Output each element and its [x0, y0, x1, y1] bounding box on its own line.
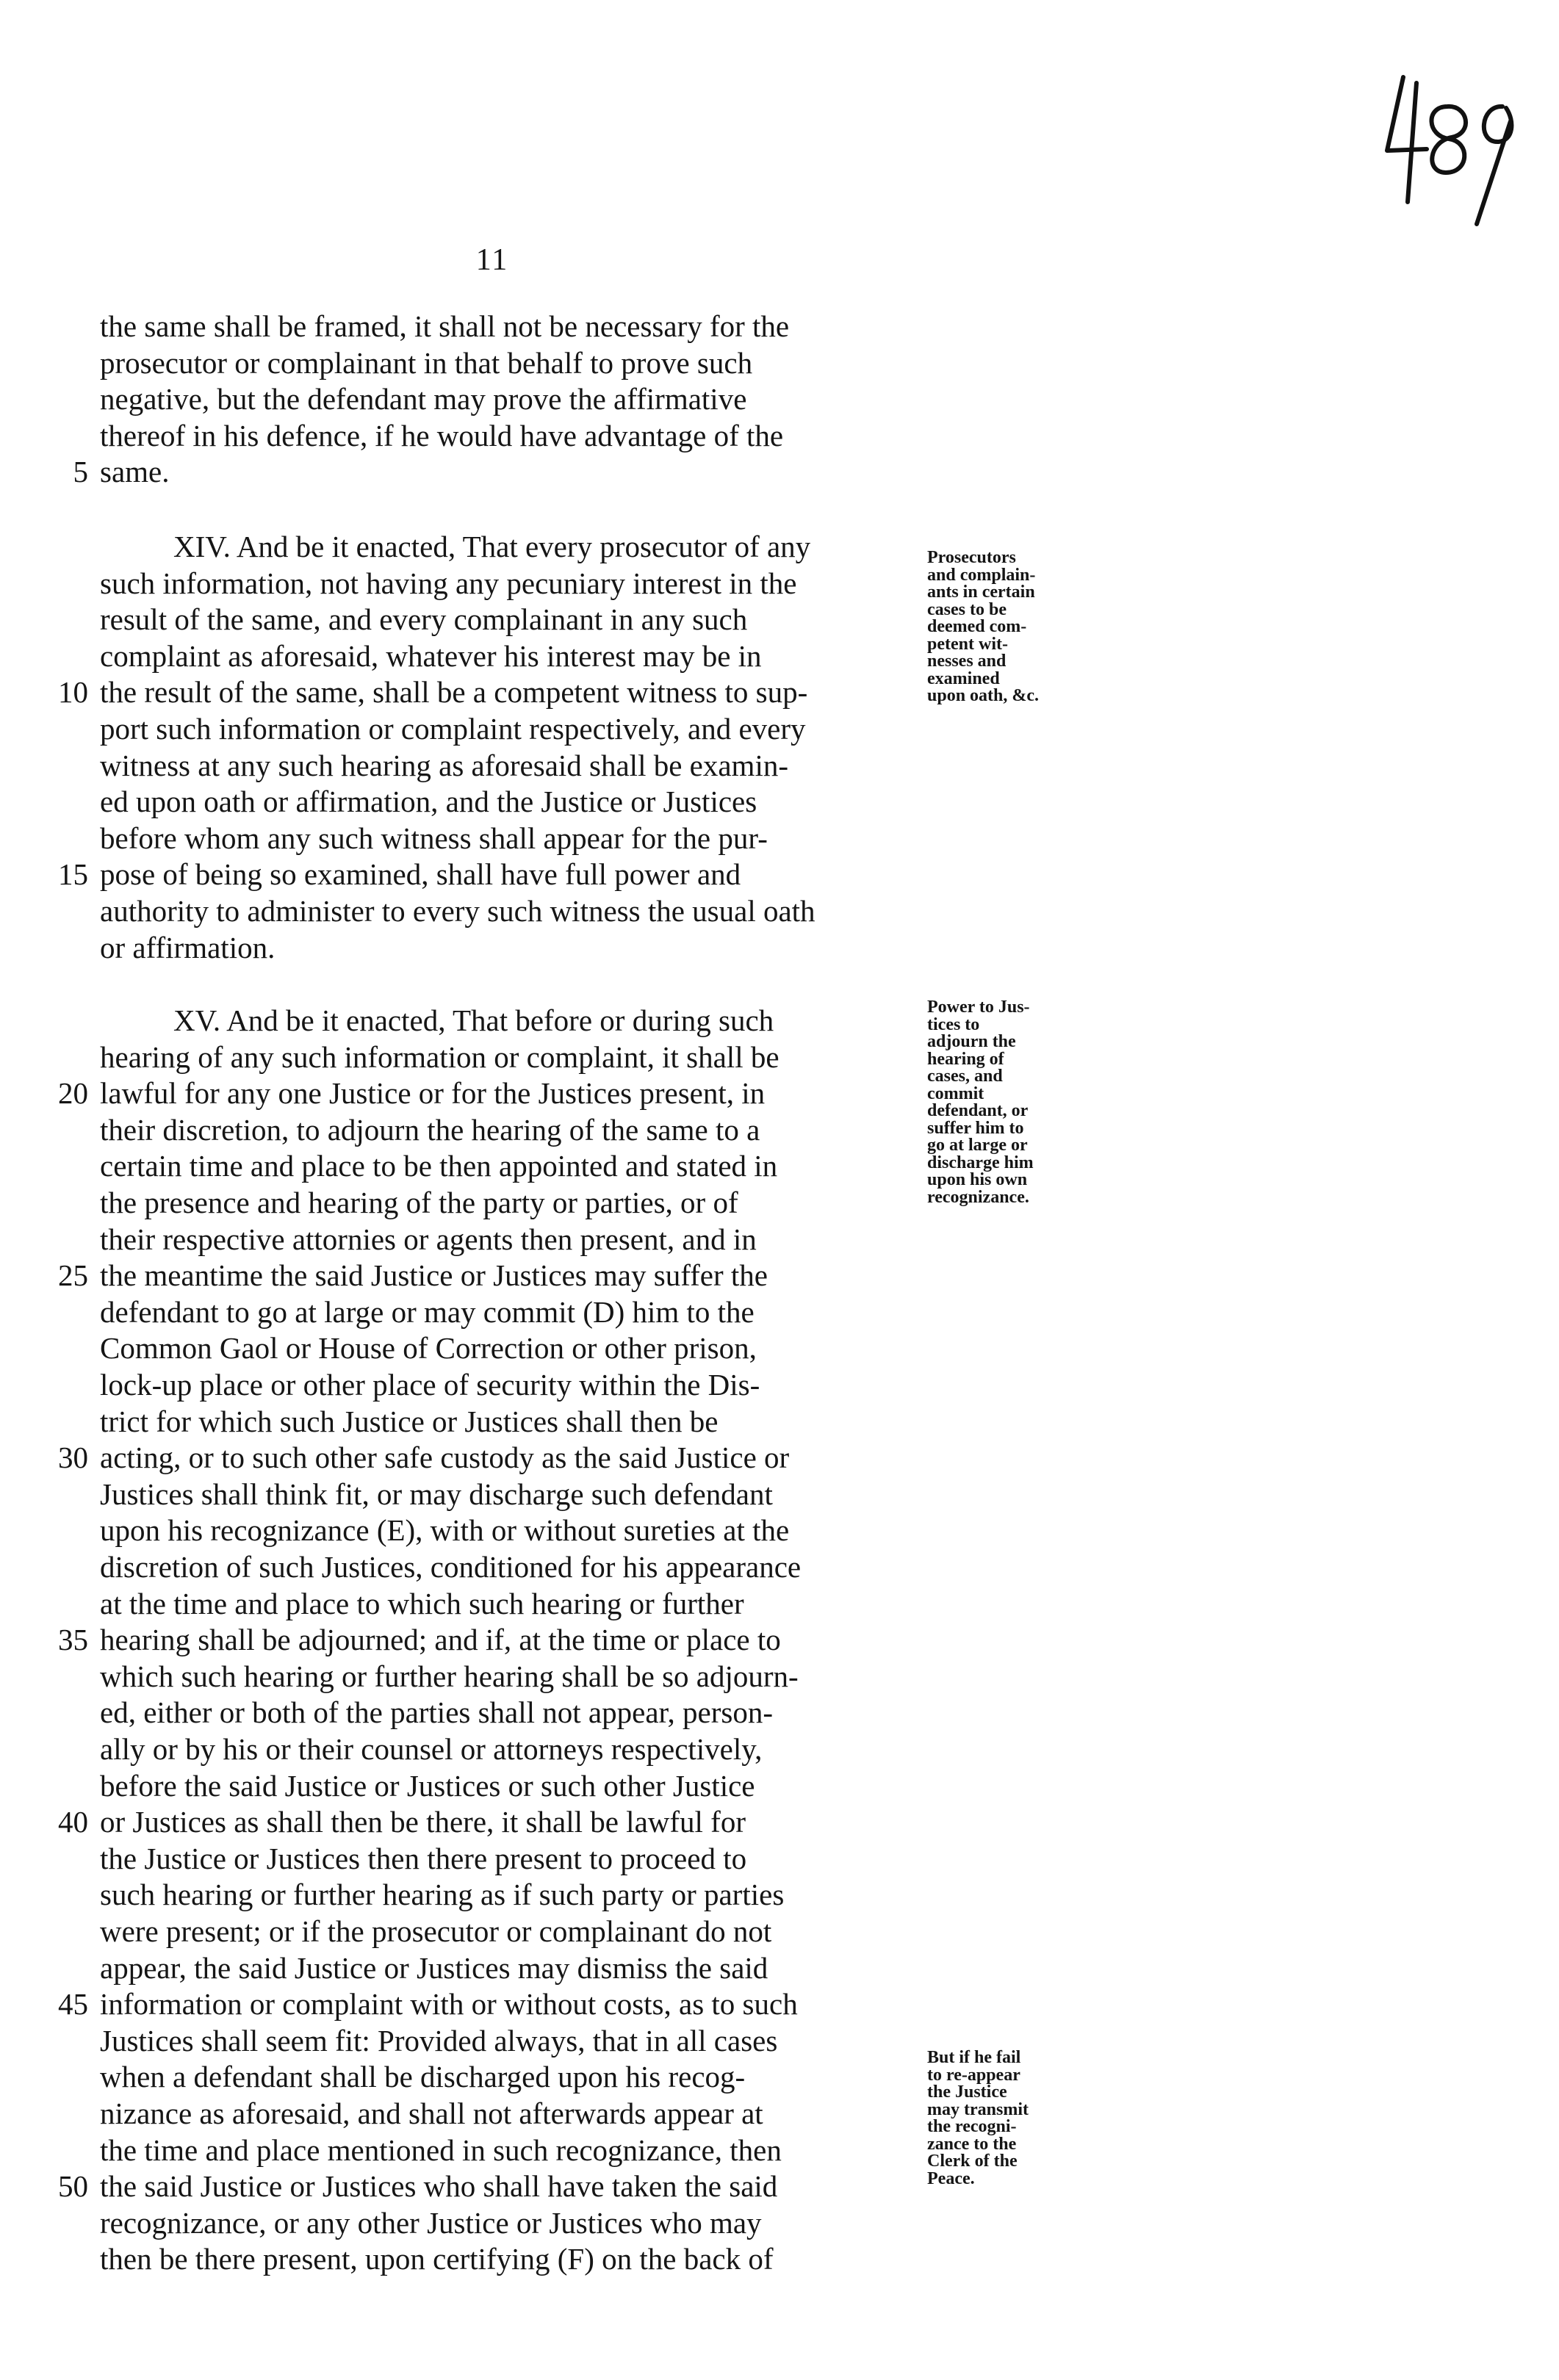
margin-note-power-to-justices [927, 999, 1081, 1206]
line-text: were present; or if the prosecutor or complainant do not [100, 1914, 772, 1948]
text-line [100, 1549, 926, 1586]
line-text: their discretion, to adjourn the hearing of the same to a [100, 1112, 760, 1147]
line-text: before the said Justice or Justices or such other Justice [100, 1768, 755, 1803]
handwritten-folio-number [1381, 62, 1528, 231]
text-line [100, 1659, 926, 1695]
text-line [100, 1367, 926, 1404]
margin-note-fail-to-reappear [927, 2049, 1081, 2188]
line-text: their respective attornies or agents then present, and in [100, 1222, 757, 1256]
margin-note-line: zance to the [927, 2134, 1017, 2154]
margin-note-line: to re-appear [927, 2065, 1020, 2085]
text-line [100, 1185, 926, 1222]
text-line [58, 1622, 926, 1659]
margin-note-line: Clerk of the [927, 2152, 1018, 2171]
line-text: same. [100, 455, 170, 489]
margin-note-line: the Justice [927, 2082, 1007, 2102]
line-text: or affirmation. [100, 930, 276, 964]
text-line [100, 1476, 926, 1513]
margin-note-line: cases, and [927, 1067, 1003, 1086]
margin-note-line: adjourn the [927, 1032, 1016, 1051]
text-line [100, 893, 926, 930]
line-number: 30 [58, 1440, 88, 1475]
text-line [100, 1914, 926, 1950]
line-number: 20 [58, 1076, 88, 1111]
text-line [100, 1330, 926, 1367]
line-text: at the time and place to which such hearing or further [100, 1586, 744, 1620]
text-line [100, 1294, 926, 1331]
line-text: XV. And be it enacted, That before or during such [173, 1003, 774, 1038]
margin-note-line: go at large or [927, 1136, 1028, 1155]
line-number: 25 [58, 1258, 88, 1293]
text-line [100, 2096, 926, 2132]
text-line [100, 566, 926, 602]
line-text: such information, not having any pecuniary interest in the [100, 566, 797, 600]
margin-note-line: commit [927, 1083, 984, 1103]
line-text: the Justice or Justices then there present to proceed to [100, 1841, 747, 1875]
text-line [100, 529, 926, 566]
line-text: ed upon oath or affirmation, and the Justice or Justices [100, 785, 757, 819]
line-text: the meantime the said Justice or Justices may suffer the [100, 1258, 768, 1293]
text-line [100, 1768, 926, 1805]
line-text: discretion of such Justices, conditioned for his appearance [100, 1550, 802, 1584]
body-text [58, 309, 926, 2278]
text-line [100, 1695, 926, 1731]
text-line [100, 784, 926, 821]
line-text: XIV. And be it enacted, That every prosecutor of any [173, 529, 811, 563]
line-number: 40 [58, 1805, 88, 1839]
text-line [100, 711, 926, 748]
text-line [100, 2205, 926, 2242]
text-line [58, 674, 926, 711]
line-text: complaint as aforesaid, whatever his interest may be in [100, 638, 762, 673]
section-xv [58, 1003, 926, 2278]
text-line [58, 1075, 926, 1112]
text-line [100, 821, 926, 857]
text-line [100, 345, 926, 382]
line-text: trict for which such Justice or Justices shall then be [100, 1404, 719, 1438]
text-line [100, 2059, 926, 2096]
line-text: Justices shall think fit, or may discharge such defendant [100, 1476, 773, 1511]
text-line [100, 1148, 926, 1185]
line-text: the time and place mentioned in such recognizance, then [100, 2132, 782, 2167]
text-line [100, 930, 926, 967]
section-xiv [58, 529, 926, 966]
line-text: hearing shall be adjourned; and if, at the time or place to [100, 1623, 781, 1657]
line-text: witness at any such hearing as aforesaid shall be examin- [100, 748, 788, 782]
line-text: information or complaint with or without costs, as to such [100, 1987, 798, 2022]
line-text: lock-up place or other place of security within the Dis- [100, 1368, 760, 1402]
margin-note-line: deemed com- [927, 617, 1027, 636]
line-text: which such hearing or further hearing shall be so adjourn- [100, 1659, 799, 1693]
margin-note-line: Prosecutors [927, 548, 1016, 567]
text-line [100, 1586, 926, 1623]
text-line [100, 1003, 926, 1039]
margin-note-line: examined [927, 668, 1000, 688]
text-line [58, 1804, 926, 1841]
line-text: pose of being so examined, shall have full power and [100, 857, 741, 892]
margin-note-line: Peace. [927, 2168, 975, 2188]
margin-note-line: Power to Jus- [927, 998, 1030, 1017]
text-line [73, 454, 926, 491]
line-text: acting, or to such other safe custody as the said Justice or [100, 1440, 790, 1475]
line-text: then be there present, upon certifying (F) on the back of [100, 2242, 774, 2276]
line-text: such hearing or further hearing as if such party or parties [100, 1878, 785, 1912]
margin-note-line: nesses and [927, 652, 1007, 671]
text-line [100, 309, 926, 345]
text-line [100, 748, 926, 785]
text-line [100, 2241, 926, 2278]
line-text: appear, the said Justice or Justices may dismiss the said [100, 1950, 768, 1985]
line-text: the said Justice or Justices who shall have taken the said [100, 2169, 778, 2204]
line-number: 35 [58, 1623, 88, 1657]
text-line [100, 1950, 926, 1987]
text-line [100, 1731, 926, 1768]
line-text: ed, either or both of the parties shall not appear, person- [100, 1695, 773, 1730]
line-text: thereof in his defence, if he would have advantage of the [100, 418, 784, 452]
page-number: 11 [475, 243, 509, 277]
line-number: 5 [73, 455, 88, 489]
text-line [100, 1404, 926, 1440]
margin-note-line: discharge him [927, 1153, 1034, 1172]
line-text: defendant to go at large or may commit (D) him to the [100, 1294, 755, 1329]
text-line [100, 638, 926, 675]
text-line [100, 2023, 926, 2060]
margin-note-line: recognizance. [927, 1187, 1029, 1207]
margin-note-line: ants in certain [927, 583, 1035, 602]
line-text: negative, but the defendant may prove the affirmative [100, 382, 747, 416]
margin-note-prosecutors [927, 549, 1081, 705]
text-line [58, 1986, 926, 2023]
line-text: Justices shall seem fit: Provided always, that in all cases [100, 2023, 778, 2058]
line-number: 15 [58, 857, 88, 892]
line-text: lawful for any one Justice or for the Justices present, in [100, 1076, 766, 1111]
margin-note-line: petent wit- [927, 634, 1008, 654]
line-number: 10 [58, 675, 88, 710]
line-text: prosecutor or complainant in that behalf to prove such [100, 345, 753, 380]
handwritten-folio-mark [1381, 62, 1528, 231]
line-text: result of the same, and every complainant in any such [100, 602, 748, 637]
text-line [100, 2132, 926, 2169]
line-text: before whom any such witness shall appear for the pur- [100, 821, 768, 855]
line-text: authority to administer to every such witness the usual oath [100, 893, 815, 928]
text-line [100, 1877, 926, 1914]
line-text: recognizance, or any other Justice or Justices who may [100, 2205, 762, 2240]
margin-note-line: But if he fail [927, 2048, 1021, 2067]
line-text: nizance as aforesaid, and shall not afterwards appear at [100, 2096, 763, 2130]
margin-note-line: tices to [927, 1014, 980, 1034]
margin-note-line: and complain- [927, 565, 1036, 585]
margin-note-line: cases to be [927, 599, 1007, 619]
line-text: the same shall be framed, it shall not be necessary for the [100, 309, 790, 343]
margin-note-line: the recogni- [927, 2117, 1017, 2136]
text-line [58, 2168, 926, 2205]
text-line [100, 381, 926, 418]
text-line [100, 1512, 926, 1549]
text-line [58, 857, 926, 893]
text-line [100, 1112, 926, 1149]
line-text: ally or by his or their counsel or attorneys respectively, [100, 1731, 763, 1766]
text-line [100, 1039, 926, 1076]
line-text: when a defendant shall be discharged upon his recog- [100, 2060, 746, 2094]
text-line [58, 1258, 926, 1294]
line-text: the presence and hearing of the party or parties, or of [100, 1186, 738, 1220]
line-number: 50 [58, 2169, 88, 2204]
line-text: Common Gaol or House of Correction or other prison, [100, 1331, 757, 1366]
paragraph-continuation [73, 309, 926, 491]
text-line [58, 1440, 926, 1476]
line-text: the result of the same, shall be a competent witness to sup- [100, 675, 808, 710]
line-text: port such information or complaint respectively, and every [100, 711, 806, 746]
line-number: 45 [58, 1987, 88, 2022]
text-line [100, 602, 926, 638]
text-line [100, 1841, 926, 1878]
margin-note-line: upon oath, &c. [927, 686, 1040, 705]
line-text: upon his recognizance (E), with or without sureties at the [100, 1513, 790, 1548]
line-text: hearing of any such information or complaint, it shall be [100, 1039, 780, 1074]
margin-note-line: upon his own [927, 1170, 1028, 1189]
margin-note-line: defendant, or [927, 1101, 1029, 1120]
line-text: certain time and place to be then appointed and stated in [100, 1149, 778, 1183]
text-line [100, 1222, 926, 1258]
margin-note-line: hearing of [927, 1049, 1004, 1069]
margin-note-line: suffer him to [927, 1118, 1024, 1138]
text-line [100, 418, 926, 455]
line-text: or Justices as shall then be there, it shall be lawful for [100, 1805, 746, 1839]
margin-note-line: may transmit [927, 2099, 1029, 2119]
